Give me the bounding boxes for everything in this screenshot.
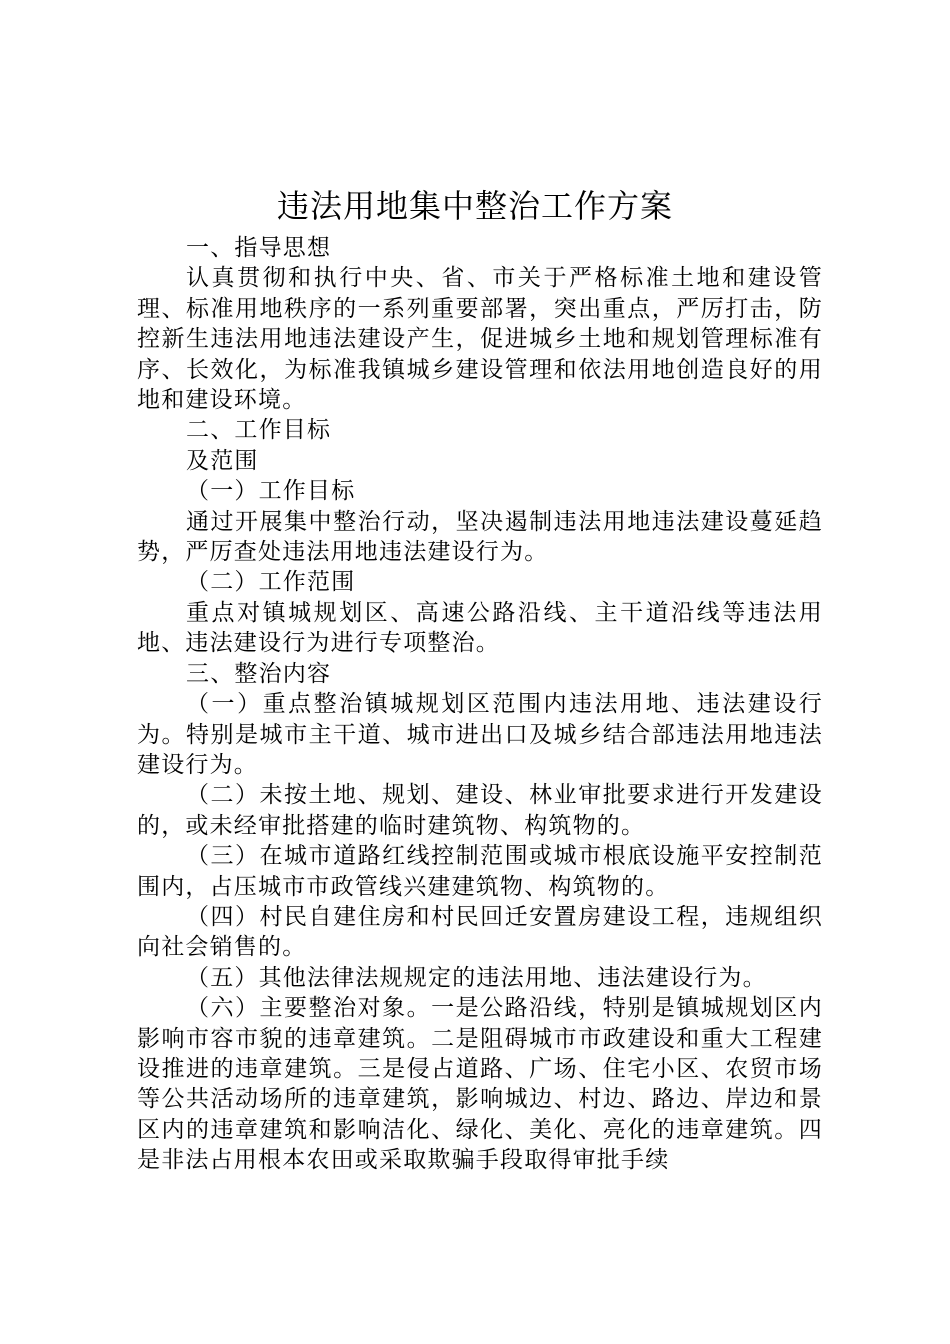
subheading-work-goal: （一）工作目标	[186, 478, 356, 505]
document-body	[137, 233, 823, 1176]
heading-work-goals: 二、工作目标	[186, 417, 332, 444]
content-item-1: （一）重点整治镇城规划区范围内违法用地、违法建设行为。特别是城市主干道、城市进出口及城乡结合部违法用地违法建设行为。	[137, 691, 823, 778]
content-item-5: （五）其他法律法规规定的违法用地、违法建设行为。	[186, 964, 767, 991]
content-item-3: （三）在城市道路红线控制范围或城市根底设施平安控制范围内，占压城市市政管线兴建建筑物、构筑物的。	[137, 843, 823, 900]
content-item-2: （二）未按土地、规划、建设、林业审批要求进行开发建设的，或未经审批搭建的临时建筑物、构筑物的。	[137, 782, 823, 839]
paragraph-guiding-ideology: 认真贯彻和执行中央、省、市关于严格标准土地和建设管理、标准用地秩序的一系列重要部署，突出重点，严厉打击，防控新生违法用地违法建设产生，促进城乡土地和规划管理标准有序、长效化，为标准我镇城乡建设管理和依法用地创造良好的用地和建设环境。	[137, 265, 823, 414]
paragraph-work-goal: 通过开展集中整治行动，坚决遏制违法用地违法建设蔓延趋势，严厉查处违法用地违法建设行为。	[137, 508, 823, 566]
content-item-6: （六）主要整治对象。一是公路沿线，特别是镇城规划区内影响市容市貌的违章建筑。二是阻碍城市市政建设和重大工程建设推进的违章建筑。三是侵占道路、广场、住宅小区、农贸市场等公共活动场所的违章建筑，影响城边、村边、路边、岸边和景区内的违章建筑和影响洁化、绿化、美化、亮化的违章建筑。四是非法占用根本农田或采取欺骗手段取得审批手续	[137, 995, 823, 1174]
heading-rectification-content: 三、整治内容	[186, 660, 332, 687]
content-item-4: （四）村民自建住房和村民回迁安置房建设工程，违规组织向社会销售的。	[137, 903, 823, 961]
heading-and-scope: 及范围	[186, 447, 259, 474]
document-title: 违法用地集中整治工作方案	[276, 187, 673, 225]
subheading-work-scope: （二）工作范围	[186, 569, 356, 596]
heading-guiding-ideology: 一、指导思想	[186, 235, 332, 261]
paragraph-work-scope: 重点对镇城规划区、高速公路沿线、主干道沿线等违法用地、违法建设行为进行专项整治。	[137, 599, 823, 657]
